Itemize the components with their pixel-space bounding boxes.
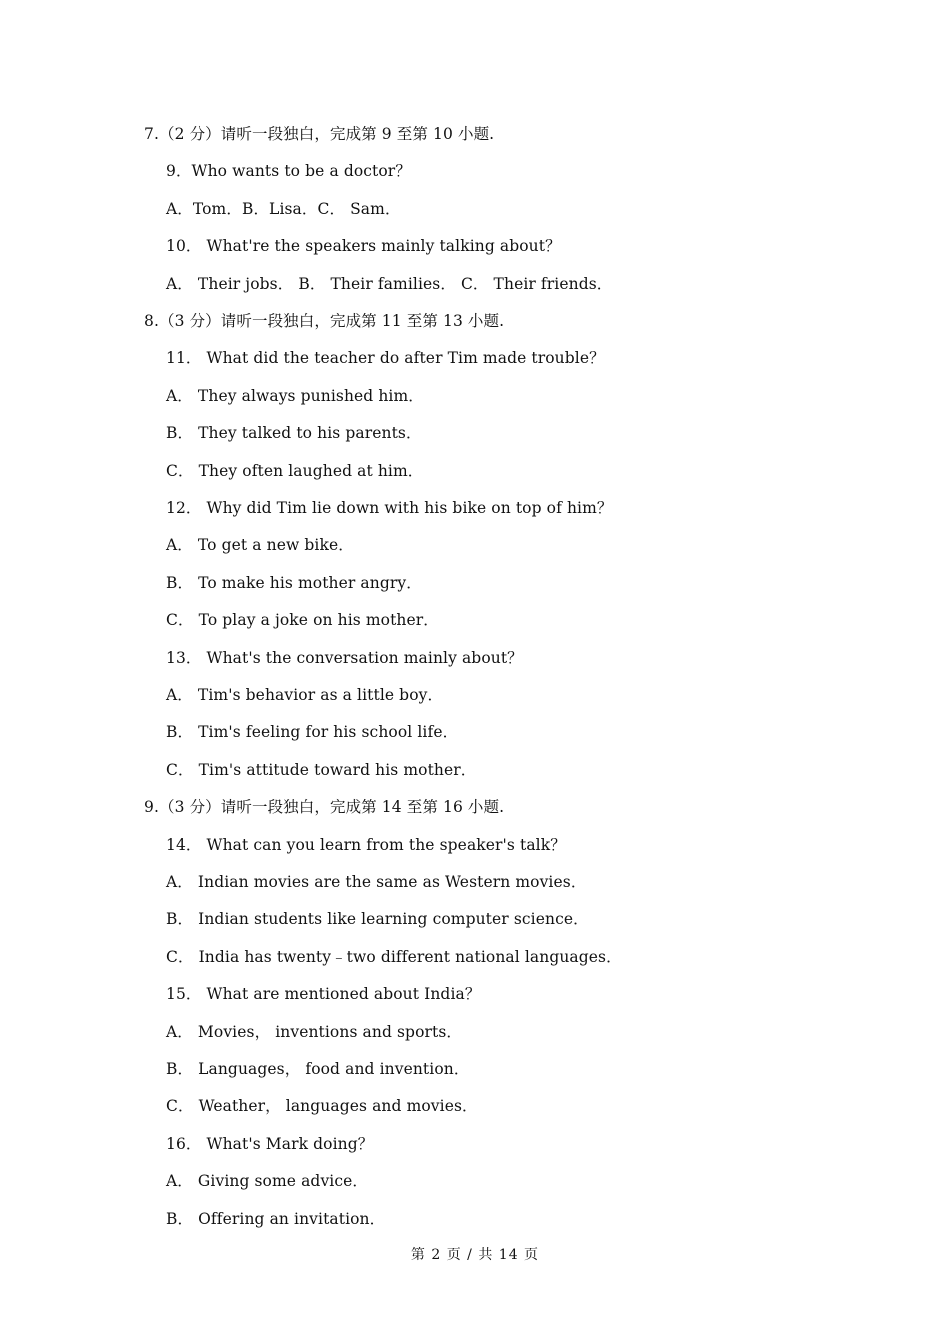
question-13: 13． What's the conversation mainly about？ xyxy=(166,648,523,667)
question-14-option-a: A． Indian movies are the same as Western movies． xyxy=(166,873,587,891)
question-7-header: 7.（2 分）请听一段独白，完成第 9 至第 10 小题. xyxy=(144,125,495,143)
question-15-option-a: A． Movies， inventions and sports． xyxy=(166,1022,462,1041)
question-12: 12． Why did Tim lie down with his bike on top of him？ xyxy=(166,499,613,517)
question-12-option-a: A． To get a new bike． xyxy=(166,536,354,555)
question-16: 16． What's Mark doing？ xyxy=(166,1134,374,1153)
question-14-option-b: B． Indian students like learning computer science． xyxy=(166,910,589,929)
question-13-option-c: C． Tim's attitude toward his mother． xyxy=(166,760,477,779)
question-15-option-b: B． Languages， food and invention． xyxy=(166,1060,470,1078)
question-9-options: A．Tom．B．Lisa．C． Sam． xyxy=(166,199,401,218)
question-8-header: 8.（3 分）请听一段独白，完成第 11 至第 13 小题. xyxy=(144,312,505,330)
question-13-option-a: A． Tim's behavior as a little boy． xyxy=(166,686,444,704)
page-footer: 第 2 页 / 共 14 页 xyxy=(410,1247,540,1263)
question-11: 11． What did the teacher do after Tim made trouble？ xyxy=(166,349,605,368)
question-14: 14． What can you learn from the speaker's talk？ xyxy=(166,835,566,854)
question-12-option-c: C． To play a joke on his mother． xyxy=(166,611,439,630)
question-9: 9．Who wants to be a doctor？ xyxy=(166,162,411,181)
question-9-header: 9.（3 分）请听一段独白，完成第 14 至第 16 小题. xyxy=(144,798,505,817)
question-15: 15． What are mentioned about India？ xyxy=(166,985,481,1004)
question-16-option-a: A． Giving some advice． xyxy=(166,1172,369,1191)
question-11-option-c: C． They often laughed at him． xyxy=(166,461,424,480)
question-15-option-c: C． Weather， languages and movies． xyxy=(166,1097,478,1116)
question-13-option-b: B． Tim's feeling for his school life． xyxy=(166,723,459,742)
question-10-options: A． Their jobs． B． Their families． C． Their friends． xyxy=(166,274,613,293)
question-10: 10． What're the speakers mainly talking about？ xyxy=(166,237,561,256)
question-16-option-b: B． Offering an invitation． xyxy=(166,1209,386,1228)
question-11-option-a: A． They always punished him． xyxy=(166,386,424,405)
question-11-option-b: B． They talked to his parents． xyxy=(166,424,422,443)
question-14-option-c: C． India has twenty﹣two different national languages． xyxy=(166,947,622,966)
question-12-option-b: B． To make his mother angry． xyxy=(166,573,422,592)
